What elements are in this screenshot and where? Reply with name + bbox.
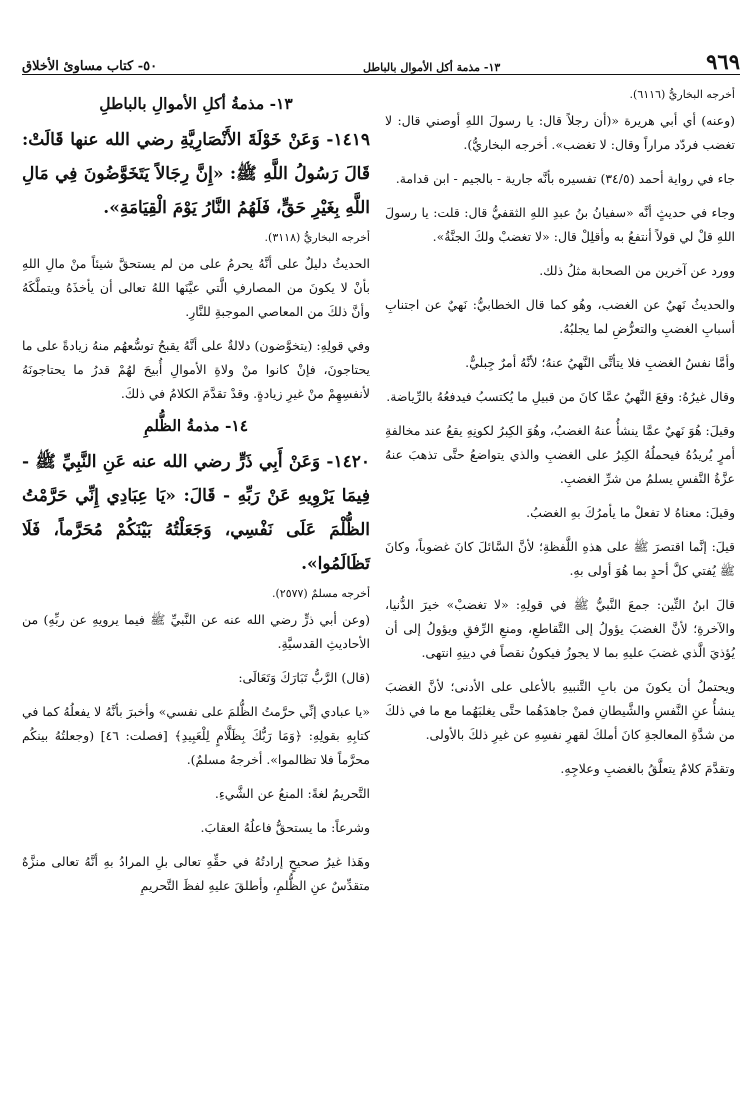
commentary-paragraph: وهَذا غيرُ صحيحٍ إرادتُهُ في حقِّهِ تعالى بلِ المرادُ بهِ أنَّهُ تعالى منزَّهٌ متقدِّسٌ عنِ الظُّلمِ، وأطلقَ عليهِ لفظَ التَّحريمِ: [22, 854, 370, 893]
page-number: ٩٦٩: [706, 49, 740, 74]
commentary-paragraph: قالَ ابنُ التِّين: جمعَ النَّبيُّ ﷺ في قولِهِ: «لا تغضبْ» خيرَ الدُّنيا، والآخرةِ؛ لأنَّ الغضبَ يؤولُ إلى التَّقاطعِ، ومنعِ الرِّفقِ ويؤولُ إلى أن يُؤذيَ الَّذي غضبَ عليهِ بما لا يجوزُ فيكونُ نقصاً في دينِهِ انتهى.: [385, 597, 735, 660]
commentary-paragraph: والحديثُ نَهيٌ عن الغضب، وهُو كما قال الخطابيُّ: نَهيٌ عن اجتنابِ أسبابِ الغضبِ والتعرُّضِ لما يجلبُهُ.: [385, 297, 735, 336]
source-reference: أخرجه مسلمٌ (٢٥٧٧).: [271, 587, 370, 600]
commentary-paragraph: وفي قولِهِ: (يتخوَّضون) دلالةٌ على أنَّهُ يقبحُ توسُّعهُم منهُ زيادةً على ما يحتاجونَ، فإنْ كانوا منْ ولاةِ الأموالِ أُبيحَ لهُمْ قدرُ ما يحتاجونَهُ لأنفسِهِمْ منْ غيرِ زيادةٍ. وقدْ تقدَّمَ الكلامُ في ذلكَ.: [22, 338, 370, 401]
commentary-paragraph: وقيلَ: معناهُ لا تفعلْ ما يأمرُكَ بهِ الغضبُ.: [526, 505, 735, 520]
commentary-paragraph: (وعن أبي ذرٍّ رضي الله عنه عن النَّبيِّ ﷺ فيما يرويهِ عن ربِّهِ) من الأحاديثِ القدسيَّةِ.: [22, 612, 370, 651]
source-reference: أخرجه البخاريُّ (٣١١٨).: [264, 231, 370, 244]
section-heading: ١٤- مذمةُ الظُّلمِ: [143, 416, 249, 435]
commentary-paragraph: الحديثُ دليلٌ على أنَّهُ يحرمُ على من لم يستحقَّ شيئاً منْ مالِ اللهِ بأنْ لا يكونَ من المصارفِ الَّتي عيَّنَها اللهُ تعالى أن يأخذَهُ ويتملَّكَهُ وأنَّ ذلكَ من المعاصي الموجبةِ للنَّارِ.: [22, 256, 370, 319]
commentary-paragraph: وورد عن آخرين من الصحابة مثلُ ذلك.: [539, 263, 735, 278]
commentary-paragraph: (قال) الرَّبُّ تَبَارَكَ وَتَعَالَى:: [238, 670, 370, 685]
left-text-column: [22, 88, 370, 908]
source-reference: أخرجه البخاريُّ (٦١١٦).: [629, 88, 735, 101]
commentary-paragraph: التَّحريمُ لغةً: المنعُ عن الشَّيءِ.: [214, 786, 370, 801]
commentary-paragraph: جاء في رواية أحمد (٣٤/٥) تفسيره بأنَّه جارية - بالجيم - ابن قدامة.: [395, 171, 735, 186]
commentary-paragraph: قيلَ: إنَّما اقتصرَ ﷺ على هذهِ اللَّفظةِ؛ لأنَّ السَّائلَ كانَ غضوباً، وكانَ ﷺ يُفتي كلَّ أحدٍ بما هُوَ أولى بهِ.: [385, 539, 735, 578]
page-header: [22, 42, 740, 75]
commentary-paragraph: (وعنه) أي أبي هريرة «(أن رجلاً قال: يا رسولَ اللهِ أوصني قال: لا تغضب فردّد مراراً وقال: لا تغضب». أخرجه البخاريُّ).: [385, 113, 735, 152]
commentary-paragraph: وأمَّا نفسُ الغضبِ فلا يتأتَّى النَّهيُ عنهُ؛ لأنَّهُ أمرٌ جِبليٌّ.: [465, 355, 735, 370]
commentary-paragraph: وشرعاً: ما يستحقُّ فاعلُهُ العقابَ.: [200, 820, 370, 835]
commentary-paragraph: وقال غيرُهُ: وقعَ النَّهيُ عمَّا كانَ من قبيلِ ما يُكتسبُ فيدفعُهُ بالرِّياضة.: [386, 389, 735, 404]
commentary-paragraph: وتقدَّمَ كلامٌ يتعلَّقُ بالغضبِ وعلاجِهِ.: [560, 761, 735, 776]
commentary-paragraph: ويحتملُ أن يكونَ من بابِ التَّنبيهِ بالأعلى على الأدنى؛ لأنَّ الغضبَ ينشأُ عنِ النَّفسِ والشَّيطانِ فمنْ جاهدَهُما حتَّى يغلبَهُما مع ما في ذلكَ من شدَّةِ المعالجةِ كانَ أملكَ لقهرِ نفسِهِ عن غيرِ ذلكَ بالأولى.: [385, 679, 735, 742]
running-title-section: ١٣- مذمة أكل الأموال بالباطل: [363, 61, 501, 74]
section-heading: ١٣- مذمةُ أكلِ الأموالِ بالباطلِ: [99, 94, 293, 113]
running-title-book: ٥٠- كتاب مساوئ الأخلاق: [22, 59, 158, 74]
hadith-text: ١٤٢٠- وَعَنْ أَبِي ذَرٍّ رضي الله عنه عَنِ النَّبِيِّ ﷺ - فِيمَا يَرْوِيهِ عَنْ رَبِّهِ - قَالَ: «يَا عِبَادِي إِنِّي حَرَّمْتُ الظُّلْمَ عَلَى نَفْسِي، وَجَعَلْتُهُ بَيْنَكُمْ مُحَرَّماً، فَلَا تَظَالَمُوا».: [22, 452, 370, 574]
commentary-paragraph: وجاء في حديثٍ أنَّه «سفيانُ بنُ عبدِ اللهِ الثقفيُّ قال: قلت: يا رسولَ اللهِ قلْ لي قولاً أنتفعُ به وأقلِلْ قال: «لا تغضبْ ولكَ الجنَّةُ».: [385, 205, 735, 244]
hadith-text: ١٤١٩- وَعَنْ خَوْلَةَ الأَنْصَارِيَّةِ رضي الله عنها قَالَتْ: قَالَ رَسُولُ اللَّهِ ﷺ: «إِنَّ رِجَالاً يَتَخَوَّضُونَ فِي مَالِ اللَّهِ بِغَيْرِ حَقٍّ، فَلَهُمُ النَّارُ يَوْمَ الْقِيَامَةِ».: [22, 130, 370, 218]
commentary-paragraph: «يا عبادي إنِّي حرَّمتُ الظُّلمَ على نفسي» وأخبرَ بأنَّهُ لا يفعلُهُ كما في كتابِهِ بقولِهِ: ﴿وَمَا رَبُّكَ بِظَلَّامٍ لِلْعَبِيدِ﴾ [فصلت: ٤٦] (وجعلتُهُ بينكُم محرَّماً فلا تظالموا». أخرجهُ مسلمٌ).: [22, 704, 370, 767]
right-text-column: [385, 88, 735, 791]
commentary-paragraph: وقيلَ: هُوَ نَهيٌ عمَّا ينشأُ عنهُ الغضبُ، وهُوَ الكِبرُ لكونِهِ يقعُ عند مخالفةِ أمرٍ يُريدُهُ فيحملُهُ الكِبرُ على الغضبِ والذي يتواضعُ حتَّى تذهبَ عنهُ عزَّةُ النَّفسِ يسلمُ من شرِّ الغضبِ.: [385, 423, 735, 486]
